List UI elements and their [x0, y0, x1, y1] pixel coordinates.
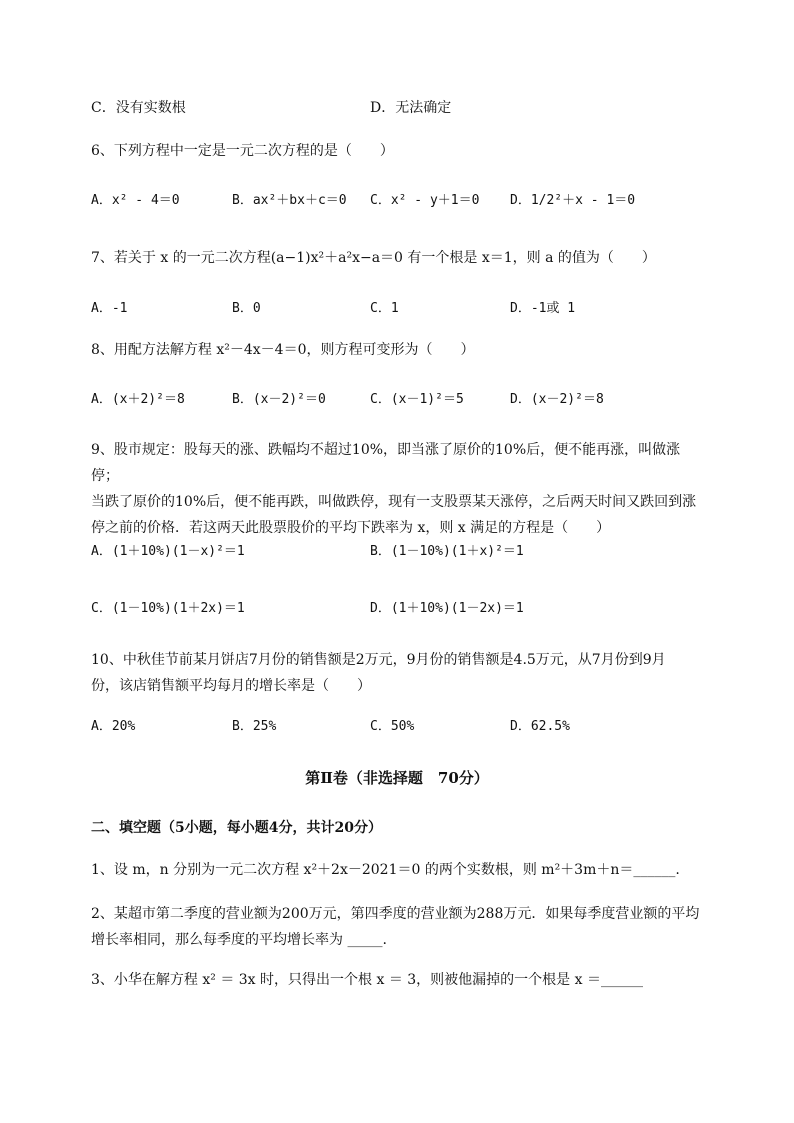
q7-option-a: A．-1 [91, 301, 128, 316]
q7-option-d: D．-1或 1 [510, 301, 576, 316]
q10-option-c: C．50% [370, 719, 415, 734]
q6-option-c: C．x² - y＋1＝0 [370, 193, 480, 208]
q10-stem [91, 647, 703, 699]
q7-stem: 7、若关于 x 的一元二次方程(a−1)x²＋a²x−a＝0 有一个根是 x＝1，则 a 的值为（ ） [91, 250, 656, 266]
q6-stem: 6、下列方程中一定是一元二次方程的是（ ） [91, 143, 394, 159]
q5-option-c: C．没有实数根 [91, 100, 186, 116]
fill-q1: 1、设 m，n 分别为一元二次方程 x²＋2x－2021＝0 的两个实数根，则 m²＋3m＋n＝______. [91, 862, 680, 878]
q9-option-c: C．(1－10%)(1＋2x)＝1 [91, 601, 245, 616]
section-2-heading: 二、填空题（5小题，每小题4分，共计20分） [91, 820, 382, 836]
q6-option-a: A．x² - 4＝0 [91, 193, 180, 208]
q9-stem-line-1: 9、股市规定：股每天的涨、跌幅均不超过10%，即当涨了原价的10%后，便不能再涨，叫做涨停； [91, 442, 681, 484]
fill-q3: 3、小华在解方程 x² ＝ 3x 时，只得出一个根 x ＝ 3，则被他漏掉的一个根是 x ＝______ [91, 972, 643, 988]
q5-option-d: D．无法确定 [370, 100, 452, 116]
q8-stem: 8、用配方法解方程 x²－4x－4＝0，则方程可变形为（ ） [91, 342, 475, 358]
q10-option-a: A．20% [91, 719, 136, 734]
q9-stem-line-2: 当跌了原价的10%后，便不能再跌，叫做跌停，现有一支股票某天涨停，之后两天时间又跌回到涨 [91, 494, 697, 510]
q7-option-c: C．1 [370, 301, 399, 316]
q9-option-d: D．(1＋10%)(1－2x)＝1 [370, 601, 524, 616]
q8-option-b: B．(x－2)²＝0 [232, 392, 326, 407]
fill-q2-line-2: 增长率相同，那么每季度的平均增长率为 _____. [91, 932, 387, 948]
q6-option-b: B．ax²＋bx＋c＝0 [232, 193, 347, 208]
q8-option-d: D．(x－2)²＝8 [510, 392, 604, 407]
q10-stem-line-1: 10、中秋佳节前某月饼店7月份的销售额是2万元，9月份的销售额是4.5万元，从7月份到9月 [91, 652, 666, 668]
q8-option-c: C．(x－1)²＝5 [370, 392, 464, 407]
q9-option-a: A．(1＋10%)(1－x)²＝1 [91, 544, 245, 559]
q10-option-b: B．25% [232, 719, 277, 734]
q10-stem-line-2: 份，该店销售额平均每月的增长率是（ ） [91, 678, 371, 694]
q9-stem [91, 437, 703, 541]
q7-option-b: B．0 [232, 301, 261, 316]
q9-option-b: B．(1－10%)(1＋x)²＝1 [370, 544, 524, 559]
q8-option-a: A．(x＋2)²＝8 [91, 392, 185, 407]
q9-stem-line-3: 停之前的价格．若这两天此股票股价的平均下跌率为 x，则 x 满足的方程是（ ） [91, 520, 611, 536]
fill-q2-line-1: 2、某超市第二季度的营业额为200万元，第四季度的营业额为288万元．如果每季度营业额的平均 [91, 906, 700, 922]
q10-option-d: D．62.5% [510, 719, 570, 734]
part-2-heading: 第Ⅱ卷（非选择题 70分） [305, 769, 489, 787]
fill-q2 [91, 901, 703, 953]
q6-option-d: D．1/2²＋x - 1＝0 [510, 193, 636, 208]
